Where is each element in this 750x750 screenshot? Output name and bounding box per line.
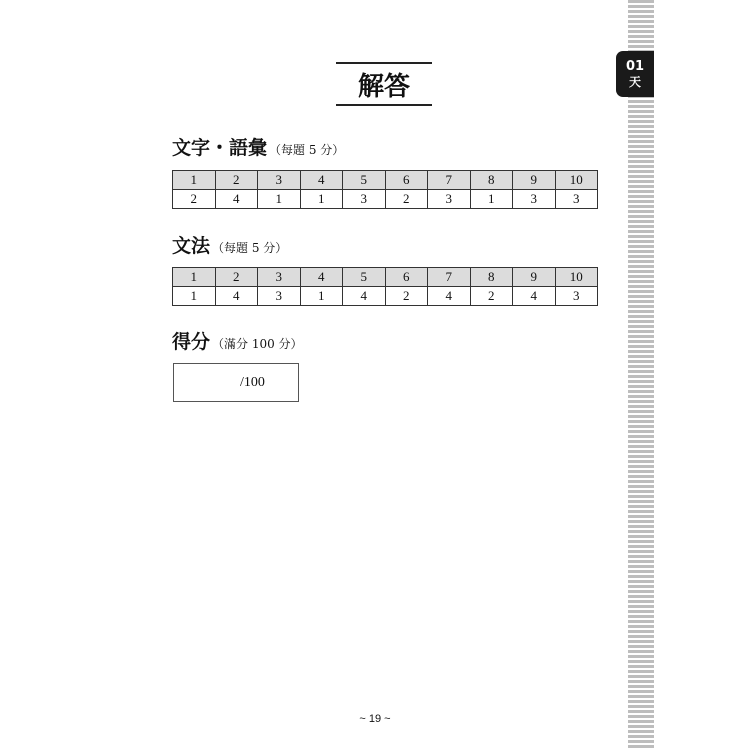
section-title: 文法 — [172, 235, 211, 257]
answer-cell: 2 — [470, 287, 513, 306]
question-number: 8 — [470, 268, 513, 287]
question-number: 2 — [215, 268, 258, 287]
answer-cell: 1 — [300, 287, 343, 306]
question-number-row — [173, 268, 598, 287]
question-number: 4 — [300, 268, 343, 287]
question-number: 10 — [555, 268, 598, 287]
answer-cell: 3 — [513, 190, 556, 209]
question-number: 6 — [385, 268, 428, 287]
answer-cell: 4 — [513, 287, 556, 306]
question-number: 1 — [173, 171, 216, 190]
page-title: 解答 — [336, 62, 432, 106]
answer-cell: 1 — [300, 190, 343, 209]
answer-cell: 4 — [215, 190, 258, 209]
page-number: ~ 19 ~ — [359, 713, 391, 725]
day-tab — [616, 51, 654, 97]
question-number: 3 — [258, 171, 301, 190]
question-number: 10 — [555, 171, 598, 190]
answer-cell: 2 — [173, 190, 216, 209]
question-number: 7 — [428, 268, 471, 287]
answer-table-vocabulary — [172, 170, 598, 209]
answer-row — [173, 190, 598, 209]
question-number: 5 — [343, 268, 386, 287]
answer-cell: 4 — [343, 287, 386, 306]
answer-cell: 1 — [470, 190, 513, 209]
answer-table-grammar — [172, 267, 598, 306]
section-heading-vocabulary — [172, 133, 344, 160]
question-number: 6 — [385, 171, 428, 190]
answer-row — [173, 287, 598, 306]
question-number: 3 — [258, 268, 301, 287]
section-heading-grammar — [172, 231, 287, 258]
score-heading — [172, 327, 303, 354]
answer-cell: 2 — [385, 287, 428, 306]
question-number: 1 — [173, 268, 216, 287]
section-note: （每題 5 分） — [269, 143, 345, 157]
question-number-row — [173, 171, 598, 190]
question-number: 5 — [343, 171, 386, 190]
answer-cell: 3 — [343, 190, 386, 209]
question-number: 8 — [470, 171, 513, 190]
question-number: 7 — [428, 171, 471, 190]
day-tab-unit: 天 — [628, 74, 641, 89]
day-tab-number: 01 — [625, 58, 645, 74]
answer-cell: 3 — [555, 190, 598, 209]
edge-stripes — [625, 0, 654, 750]
answer-cell: 3 — [258, 287, 301, 306]
section-note: （每題 5 分） — [212, 241, 288, 255]
answer-cell: 1 — [173, 287, 216, 306]
question-number: 4 — [300, 171, 343, 190]
answer-cell: 1 — [258, 190, 301, 209]
question-number: 9 — [513, 171, 556, 190]
answer-cell: 3 — [428, 190, 471, 209]
answer-cell: 3 — [555, 287, 598, 306]
score-note: （滿分 100 分） — [212, 337, 303, 351]
section-title: 文字・語彙 — [172, 137, 268, 159]
question-number: 2 — [215, 171, 258, 190]
question-number: 9 — [513, 268, 556, 287]
score-value: /100 — [240, 375, 265, 390]
score-title: 得分 — [172, 331, 211, 353]
answer-cell: 2 — [385, 190, 428, 209]
score-box — [173, 363, 299, 402]
answer-cell: 4 — [215, 287, 258, 306]
answer-cell: 4 — [428, 287, 471, 306]
